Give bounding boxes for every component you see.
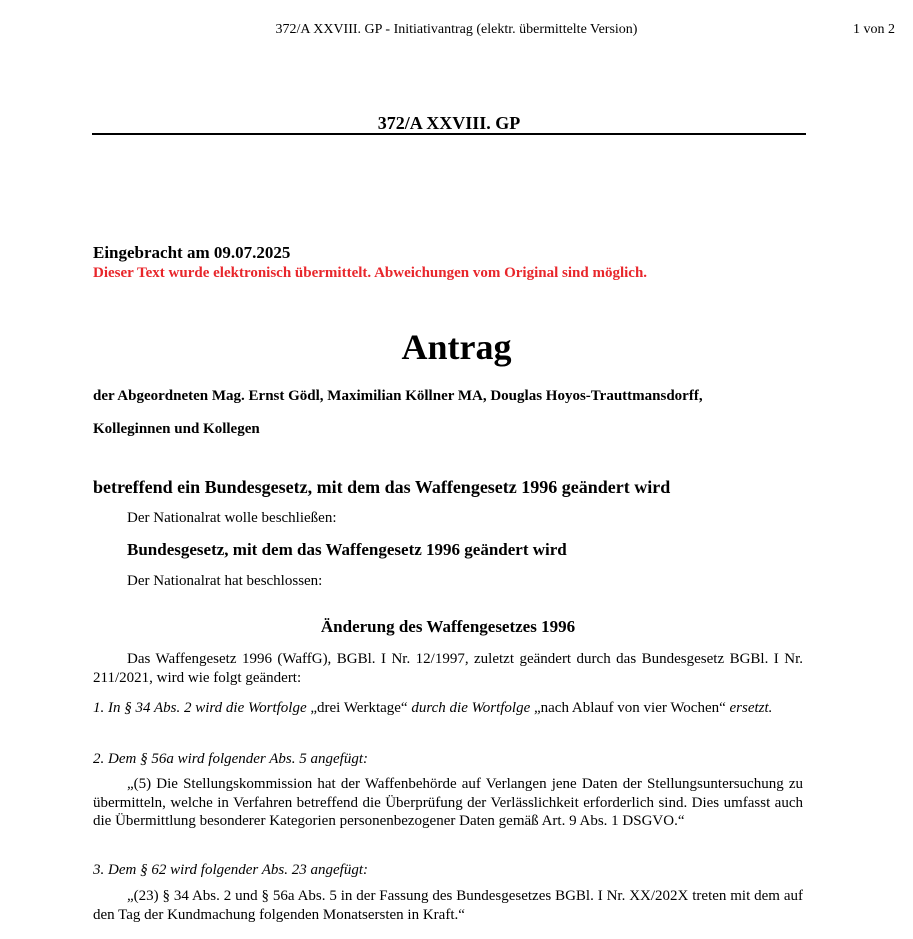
resolution-statement: Der Nationalrat hat beschlossen: (127, 573, 323, 589)
document-title: Antrag (401, 327, 512, 367)
title-rule (92, 133, 806, 135)
item-1-quote-old: „drei Werktage“ (310, 700, 408, 716)
amendment-heading: Änderung des Waffengesetzes 1996 (320, 617, 576, 636)
running-header-title: 372/A XXVIII. GP - Initiativantrag (elektr. übermittelte Version) (275, 22, 638, 37)
amendment-item-3: 3. Dem § 62 wird folgender Abs. 23 angefügt: (93, 862, 368, 878)
page-indicator: 1 von 2 (853, 22, 895, 37)
item-1-text-a: 1. In § 34 Abs. 2 wird die Wortfolge (93, 700, 311, 716)
amendment-item-2: 2. Dem § 56a wird folgender Abs. 5 angefügt: (93, 751, 368, 767)
item-1-text-c: ersetzt. (725, 700, 773, 716)
amendment-text-3: „(23) § 34 Abs. 2 und § 56a Abs. 5 in der Fassung des Bundesgesetzes BGBl. I Nr. XX/202X treten mit dem auf den Tag der Kundmachung folgenden Monatsersten in Kraft.“ (93, 888, 803, 923)
submission-date: Eingebracht am 09.07.2025 (93, 243, 291, 262)
electronic-notice: Dieser Text wurde elektronisch übermittelt. Abweichungen vom Original sind möglich. (93, 265, 648, 281)
members-line-2: Kolleginnen und Kollegen (93, 421, 260, 437)
item-1-quote-new: „nach Ablauf von vier Wochen“ (533, 700, 726, 716)
resolution-intro: Der Nationalrat wolle beschließen: (127, 510, 337, 526)
amendment-item-1 (93, 699, 803, 718)
members-line-1: der Abgeordneten Mag. Ernst Gödl, Maximilian Köllner MA, Douglas Hoyos-Trauttmansdorff, (93, 388, 703, 404)
law-title: Bundesgesetz, mit dem das Waffengesetz 1996 geändert wird (127, 540, 567, 559)
amendment-text-2: „(5) Die Stellungskommission hat der Waffenbehörde auf Verlangen jene Daten der Stellungsuntersuchung zu übermitteln, welche in Verfahren betreffend die Überprüfung der Verlässlichkeit erforderlich sind. Dies umfasst auch die Übermittlung besonderer Kategorien personenbezogener Daten gemäß Art. 9 Abs. 1 DSGVO.“ (93, 776, 803, 829)
subject-line: betreffend ein Bundesgesetz, mit dem das Waffengesetz 1996 geändert wird (93, 477, 671, 497)
document-number: 372/A XXVIII. GP (377, 113, 521, 133)
item-1-text-b: durch die Wortfolge (407, 700, 534, 716)
intro-paragraph: Das Waffengesetz 1996 (WaffG), BGBl. I Nr. 12/1997, zuletzt geändert durch das Bundesgesetz BGBl. I Nr. 211/2021, wird wie folgt geändert: (93, 651, 803, 686)
